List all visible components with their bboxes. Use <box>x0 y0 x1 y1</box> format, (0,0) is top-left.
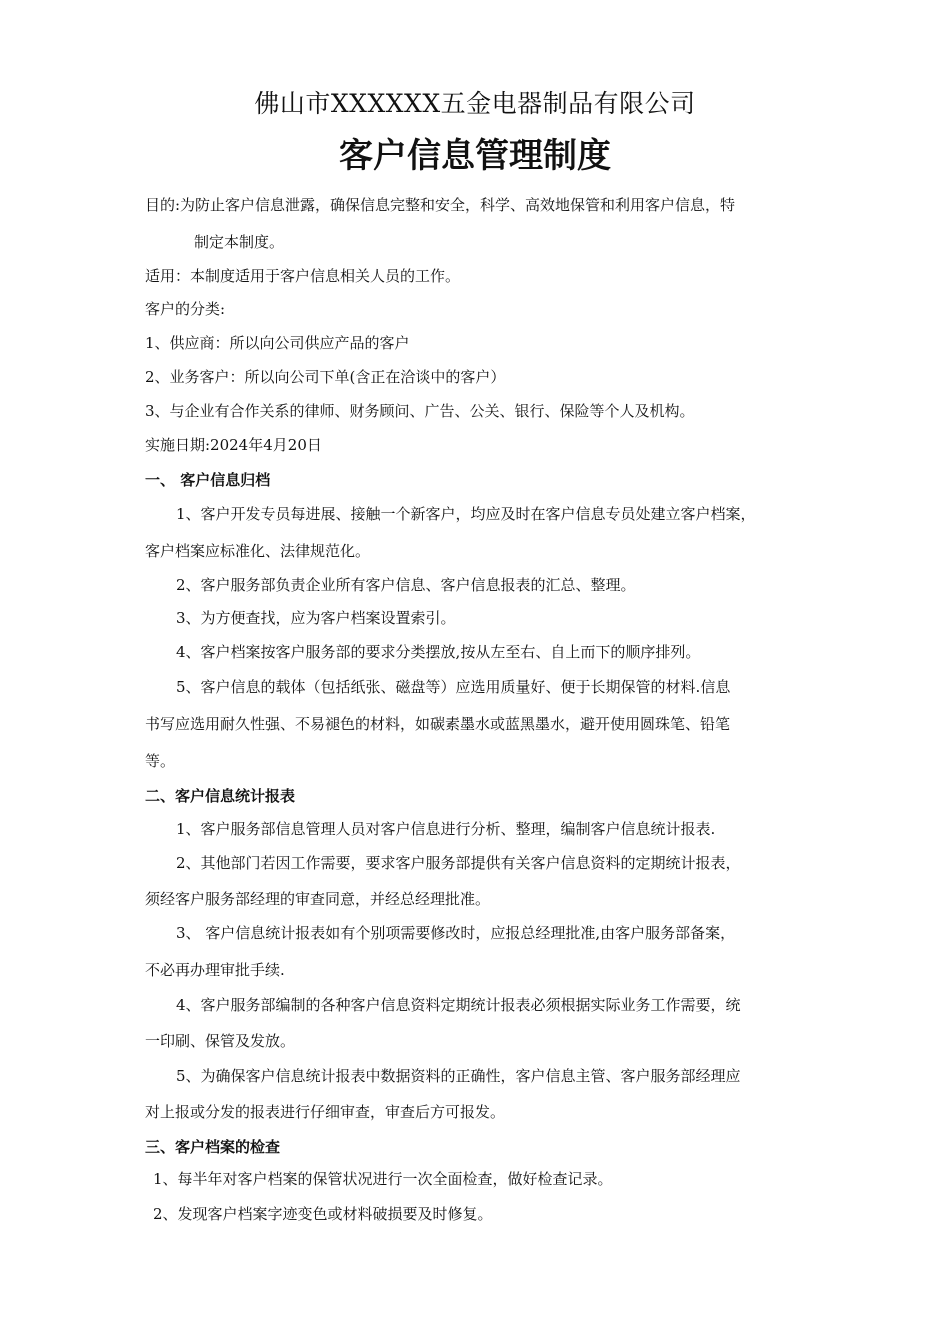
scope-text: 适用：本制度适用于客户信息相关人员的工作。 <box>145 267 461 285</box>
section-1-item-5-line-1: 5、客户信息的载体（包括纸张、磁盘等）应选用质量好、便于长期保管的材料.信息 <box>176 678 731 696</box>
class-item-1: 1、供应商：所以向公司供应产品的客户 <box>145 334 410 352</box>
section-1-item-3: 3、为方便查找，应为客户档案设置索引。 <box>176 609 456 627</box>
section-3-item-1: 1、每半年对客户档案的保管状况进行一次全面检查，做好检查记录。 <box>153 1170 613 1188</box>
section-1-item-5-line-2: 书写应选用耐久性强、不易褪色的材料，如碳素墨水或蓝黑墨水，避开使用圆珠笔、铅笔 <box>145 715 731 733</box>
section-2-item-2-line-2: 须经客户服务部经理的审查同意，并经总经理批准。 <box>145 890 491 908</box>
section-2-item-4-line-2: 一印刷、保管及发放。 <box>145 1032 296 1050</box>
section-2-item-5-line-2: 对上报或分发的报表进行仔细审查，审查后方可报发。 <box>145 1103 506 1121</box>
effective-date: 实施日期:2024年4月20日 <box>145 436 322 454</box>
class-item-3: 3、与企业有合作关系的律师、财务顾问、广告、公关、银行、保险等个人及机构。 <box>145 402 695 420</box>
section-2-item-5-line-1: 5、为确保客户信息统计报表中数据资料的正确性，客户信息主管、客户服务部经理应 <box>176 1067 741 1085</box>
classification-label: 客户的分类: <box>145 300 226 318</box>
section-1-item-2: 2、客户服务部负责企业所有客户信息、客户信息报表的汇总、整理。 <box>176 576 636 594</box>
class-item-2: 2、业务客户：所以向公司下单(含正在洽谈中的客户） <box>145 368 506 386</box>
purpose-line-2: 制定本制度。 <box>194 233 285 251</box>
section-2-item-4-line-1: 4、客户服务部编制的各种客户信息资料定期统计报表必须根据实际业务工作需要，统 <box>176 996 741 1014</box>
purpose-line-1: 目的:为防止客户信息泄露，确保信息完整和安全，科学、高效地保管和利用客户信息，特 <box>145 196 736 214</box>
section-1-item-1-line-1: 1、客户开发专员每进展、接触一个新客户，均应及时在客户信息专员处建立客户档案， <box>176 505 756 523</box>
document-title: 客户信息管理制度 <box>339 136 611 176</box>
section-3-heading: 三、客户档案的检查 <box>145 1138 281 1156</box>
section-1-item-1-line-2: 客户档案应标准化、法律规范化。 <box>145 542 371 560</box>
section-1-heading: 一、 客户信息归档 <box>145 471 271 489</box>
section-2-item-3-line-1: 3、 客户信息统计报表如有个别项需要修改时，应报总经理批准,由客户服务部备案， <box>176 924 736 942</box>
company-name: 佛山市XXXXXX五金电器制品有限公司 <box>254 89 696 118</box>
section-2-item-2-line-1: 2、其他部门若因工作需要，要求客户服务部提供有关客户信息资料的定期统计报表， <box>176 854 741 872</box>
section-2-item-3-line-2: 不必再办理审批手续. <box>145 961 285 979</box>
section-1-item-5-line-3: 等。 <box>145 752 176 770</box>
section-2-heading: 二、客户信息统计报表 <box>145 787 296 805</box>
section-3-item-2: 2、发现客户档案字迹变色或材料破损要及时修复。 <box>153 1205 493 1223</box>
section-1-item-4: 4、客户档案按客户服务部的要求分类摆放,按从左至右、自上而下的顺序排列。 <box>176 643 701 661</box>
section-2-item-1: 1、客户服务部信息管理人员对客户信息进行分析、整理，编制客户信息统计报表. <box>176 820 716 838</box>
